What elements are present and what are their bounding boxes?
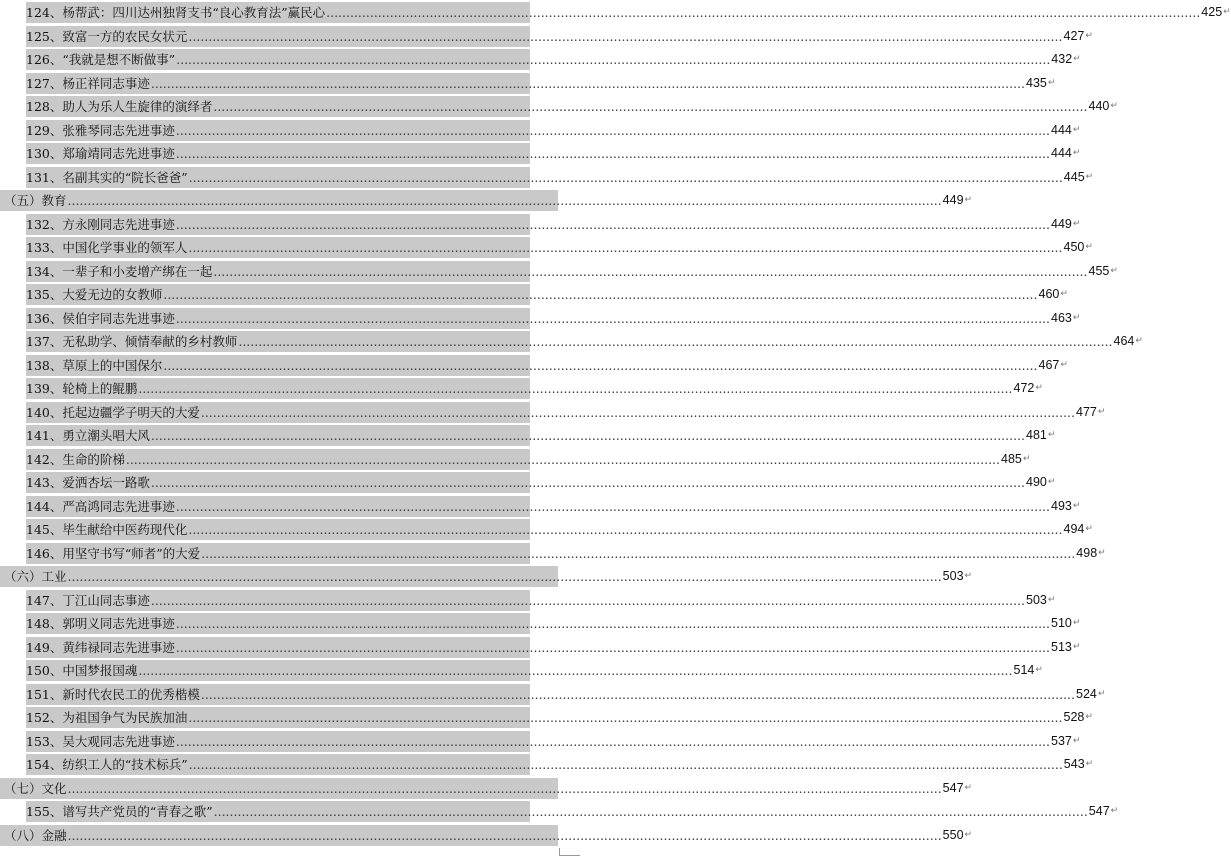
dot-leader: ............................................................................................................................................................................................................................ [175,216,1051,232]
paragraph-mark-icon: ↵ [1135,336,1143,346]
toc-page-number: 472 [1013,381,1035,395]
dot-leader: ............................................................................................................................................................................................................................ [163,357,1038,373]
toc-section-heading[interactable] [0,566,973,587]
dot-leader: ............................................................................................................................................................................................................................ [175,639,1051,655]
paragraph-mark-icon: ↵ [1047,77,1056,88]
toc-page-number: 514 [1013,663,1035,677]
toc-entry-title: 137、无私助学、倾情奉献的乡村教师 [26,334,238,349]
toc-entry[interactable] [26,519,1093,540]
toc-page-number: 455 [1088,263,1110,278]
toc-page-number: 445 [1063,169,1085,184]
paragraph-mark-icon: ↵ [1110,101,1118,111]
dot-leader: ............................................................................................................................................................................................................................ [67,780,942,796]
toc-entry[interactable] [26,355,1068,376]
toc-entry[interactable] [26,96,1118,117]
paragraph-mark-icon: ↵ [1047,477,1056,487]
paragraph-mark-icon: ↵ [1072,500,1081,511]
toc-entry[interactable] [26,660,1043,681]
toc-entry[interactable] [26,237,1093,258]
paragraph-mark-icon: ↵ [1072,641,1081,652]
toc-page-number: 485 [1001,451,1022,466]
toc-entry[interactable] [26,143,1081,164]
dot-leader: ............................................................................................................................................................................................................................ [175,616,1051,631]
toc-page-number: 425 [1201,5,1223,19]
toc-entry[interactable] [26,684,1106,705]
toc-page-number: 543 [1063,757,1085,771]
paragraph-mark-icon: ↵ [1072,735,1081,746]
toc-page-number: 463 [1051,310,1072,325]
toc-entry-title: 143、爱洒杏坛一路歌 [26,475,150,490]
dot-leader: ............................................................................................................................................................................................................................ [188,240,1063,255]
toc-entry-title: 136、侯伯宇同志先进事迹 [26,310,175,326]
dot-leader: ............................................................................................................................................................................................................................ [188,757,1063,772]
paragraph-mark-icon: ↵ [964,195,973,205]
toc-page-number: 427 [1063,28,1085,43]
toc-entry-title: 145、毕生献给中医药现代化 [26,522,188,537]
toc-entry-title: 149、黄纬禄同志先进事迹 [26,639,175,655]
toc-entry-title: 138、草原上的中国保尔 [26,357,163,373]
toc-entry-title: 147、丁江山同志事迹 [26,592,150,608]
toc-entry[interactable] [26,707,1093,728]
paragraph-mark-icon: ↵ [1022,453,1031,464]
paragraph-mark-icon: ↵ [1060,289,1068,299]
toc-entry-title: （六）工业 [4,569,67,584]
toc-page-number: 440 [1088,99,1110,113]
toc-page-number: 547 [942,780,964,795]
dot-leader: ............................................................................................................................................................................................................................ [163,287,1038,302]
paragraph-mark-icon: ↵ [1072,124,1081,135]
toc-page-number: 490 [1026,475,1047,489]
paragraph-mark-icon: ↵ [1072,218,1081,229]
toc-entry[interactable] [26,120,1081,141]
paragraph-mark-icon: ↵ [1047,594,1056,605]
toc-entry[interactable] [26,801,1119,822]
page-corner-mark [560,855,580,856]
toc-page-number: 494 [1063,522,1085,536]
toc-entry-title: 128、助人为乐人生旋律的演绎者 [26,99,213,114]
dot-leader: ............................................................................................................................................................................................................................ [213,99,1088,114]
paragraph-mark-icon: ↵ [1072,312,1081,323]
toc-page-number: 432 [1051,52,1073,66]
paragraph-mark-icon: ↵ [1110,806,1119,816]
dot-leader: ............................................................................................................................................................................................................................ [188,28,1063,44]
toc-entry-title: （五）教育 [4,193,67,208]
toc-entry[interactable] [26,2,1231,23]
dot-leader: ............................................................................................................................................................................................................................ [67,193,942,208]
toc-entry-title: 155、谱写共产党员的“青春之歌” [26,804,213,819]
dot-leader: ............................................................................................................................................................................................................................ [201,545,1076,561]
dot-leader: ............................................................................................................................................................................................................................ [238,334,1113,349]
toc-entry[interactable] [26,331,1143,352]
paragraph-mark-icon: ↵ [1097,406,1106,417]
toc-entry[interactable] [26,214,1081,235]
dot-leader: ............................................................................................................................................................................................................................ [213,804,1088,819]
toc-section-heading[interactable] [0,190,973,211]
toc-entry[interactable] [26,261,1118,282]
paragraph-mark-icon: ↵ [1047,430,1056,440]
paragraph-mark-icon: ↵ [1085,171,1094,182]
paragraph-mark-icon: ↵ [1098,547,1106,558]
toc-entry[interactable] [26,496,1081,517]
paragraph-mark-icon: ↵ [1085,524,1093,534]
dot-leader: ............................................................................................................................................................................................................................ [188,522,1063,537]
toc-entry-title: 144、严高鸿同志先进事迹 [26,498,175,514]
toc-entry[interactable] [26,543,1106,564]
toc-entry[interactable] [26,378,1043,399]
dot-leader: ............................................................................................................................................................................................................................ [175,733,1051,749]
toc-page-number: 498 [1076,545,1098,560]
toc-entry-title: 131、名副其实的“院长爸爸” [26,169,188,185]
toc-entry-title: 130、郑瑜靖同志先进事迹 [26,146,175,161]
paragraph-mark-icon: ↵ [964,829,973,840]
dot-leader: ............................................................................................................................................................................................................................ [175,498,1051,514]
page-corner-mark-vertical [559,848,560,856]
toc-entry-title: 132、方永刚同志先进事迹 [26,216,175,232]
toc-page-number: 524 [1076,686,1097,701]
toc-entry-title: （七）文化 [4,780,67,796]
toc-entry-title: 125、致富一方的农民女状元 [26,28,188,44]
dot-leader: ............................................................................................................................................................................................................................ [213,263,1088,279]
toc-entry[interactable] [26,284,1068,305]
dot-leader: ............................................................................................................................................................................................................................ [200,686,1076,702]
toc-entry-title: 134、一辈子和小麦增产绑在一起 [26,263,213,279]
toc-page-number: 460 [1038,287,1060,301]
toc-page-number: 435 [1026,75,1047,90]
toc-entry[interactable] [26,449,1031,470]
paragraph-mark-icon: ↵ [1085,759,1094,769]
toc-page-number: 467 [1038,357,1060,372]
toc-page-number: 503 [942,569,964,583]
paragraph-mark-icon: ↵ [964,782,973,793]
toc-entry-title: 139、轮椅上的鲲鹏 [26,381,138,396]
paragraph-mark-icon: ↵ [1060,359,1068,370]
dot-leader: ............................................................................................................................................................................................................................ [150,592,1026,608]
toc-entry-title: 135、大爱无边的女教师 [26,287,163,302]
toc-entry[interactable] [26,73,1056,94]
paragraph-mark-icon: ↵ [1035,665,1043,675]
paragraph-mark-icon: ↵ [1223,7,1231,17]
toc-entry-title: 142、生命的阶梯 [26,451,125,467]
toc-page-number: 450 [1063,240,1085,254]
toc-entry-title: 141、勇立潮头唱大风 [26,428,150,443]
toc-entry[interactable] [26,731,1081,752]
dot-leader: ............................................................................................................................................................................................................................ [125,451,1001,467]
toc-page-number: 444 [1051,146,1072,160]
dot-leader: ............................................................................................................................................................................................................................ [188,710,1063,725]
toc-page-number: 528 [1063,710,1085,724]
dot-leader: ............................................................................................................................................................................................................................ [326,5,1201,20]
dot-leader: ............................................................................................................................................................................................................................ [200,404,1076,420]
toc-page-number: 464 [1113,334,1135,348]
toc-entry-title: 129、张雅琴同志先进事迹 [26,122,175,138]
toc-page-number: 444 [1051,122,1072,137]
paragraph-mark-icon: ↵ [1085,712,1093,722]
dot-leader: ............................................................................................................................................................................................................................ [176,52,1051,67]
toc-entry-title: 151、新时代农民工的优秀楷模 [26,686,200,702]
toc-page-number: 510 [1051,616,1072,630]
toc-entry[interactable] [26,637,1081,658]
toc-page-number: 477 [1076,404,1097,419]
toc-entry[interactable] [26,49,1081,70]
toc-section-heading[interactable] [0,825,973,846]
toc-entry-title: 133、中国化学事业的领军人 [26,240,188,255]
toc-page-number: 449 [1051,216,1072,231]
toc-entry-title: 152、为祖国争气为民族加油 [26,710,188,725]
dot-leader: ............................................................................................................................................................................................................................ [175,310,1051,326]
paragraph-mark-icon: ↵ [1085,242,1093,252]
paragraph-mark-icon: ↵ [1110,265,1118,276]
dot-leader: ............................................................................................................................................................................................................................ [150,428,1026,443]
dot-leader: ............................................................................................................................................................................................................................ [175,146,1051,161]
dot-leader: ............................................................................................................................................................................................................................ [67,569,942,584]
paragraph-mark-icon: ↵ [1035,383,1043,393]
dot-leader: ............................................................................................................................................................................................................................ [138,381,1013,396]
toc-entry[interactable] [26,402,1106,423]
paragraph-mark-icon: ↵ [1085,30,1093,41]
dot-leader: ............................................................................................................................................................................................................................ [150,475,1026,490]
dot-leader: ............................................................................................................................................................................................................................ [67,827,942,843]
toc-page-number: 513 [1051,639,1072,654]
toc-entry-title: 153、吴大观同志先进事迹 [26,733,175,749]
dot-leader: ............................................................................................................................................................................................................................ [138,663,1013,678]
toc-entry[interactable] [26,308,1081,329]
dot-leader: ............................................................................................................................................................................................................................ [175,122,1051,138]
toc-page-number: 537 [1051,733,1072,748]
toc-entry[interactable] [26,26,1093,47]
toc-section-heading[interactable] [0,778,973,799]
dot-leader: ............................................................................................................................................................................................................................ [150,75,1026,91]
toc-entry-title: 154、纺织工人的“技术标兵” [26,757,188,772]
toc-entry-title: 124、杨帮武：四川达州独肾支书“良心教育法”赢民心 [26,5,326,20]
paragraph-mark-icon: ↵ [1097,688,1106,699]
toc-page-number: 550 [942,827,964,842]
toc-entry-title: 127、杨正祥同志事迹 [26,75,150,91]
paragraph-mark-icon: ↵ [1073,54,1081,64]
toc-entry-title: 146、用坚守书写“师者”的大爱 [26,545,201,561]
toc-entry[interactable] [26,425,1056,446]
paragraph-mark-icon: ↵ [964,571,973,581]
toc-page-number: 493 [1051,498,1072,513]
toc-entry[interactable] [26,472,1056,493]
toc-entry[interactable] [26,590,1056,611]
toc-page-number: 481 [1026,428,1047,442]
toc-entry[interactable] [26,754,1094,775]
paragraph-mark-icon: ↵ [1072,618,1081,628]
toc-entry[interactable] [26,167,1094,188]
toc-page-number: 449 [942,193,964,207]
paragraph-mark-icon: ↵ [1072,148,1081,158]
toc-entry-title: 140、托起边疆学子明天的大爱 [26,404,200,420]
toc-entry-title: 148、郭明义同志先进事迹 [26,616,175,631]
toc-page-number: 503 [1026,592,1047,607]
toc-page-number: 547 [1088,804,1110,818]
dot-leader: ............................................................................................................................................................................................................................ [188,169,1063,185]
toc-entry-title: 150、中国梦报国魂 [26,663,138,678]
toc-entry-title: （八）金融 [4,827,67,843]
toc-entry-title: 126、“我就是想不断做事” [26,52,176,67]
toc-entry[interactable] [26,613,1081,634]
